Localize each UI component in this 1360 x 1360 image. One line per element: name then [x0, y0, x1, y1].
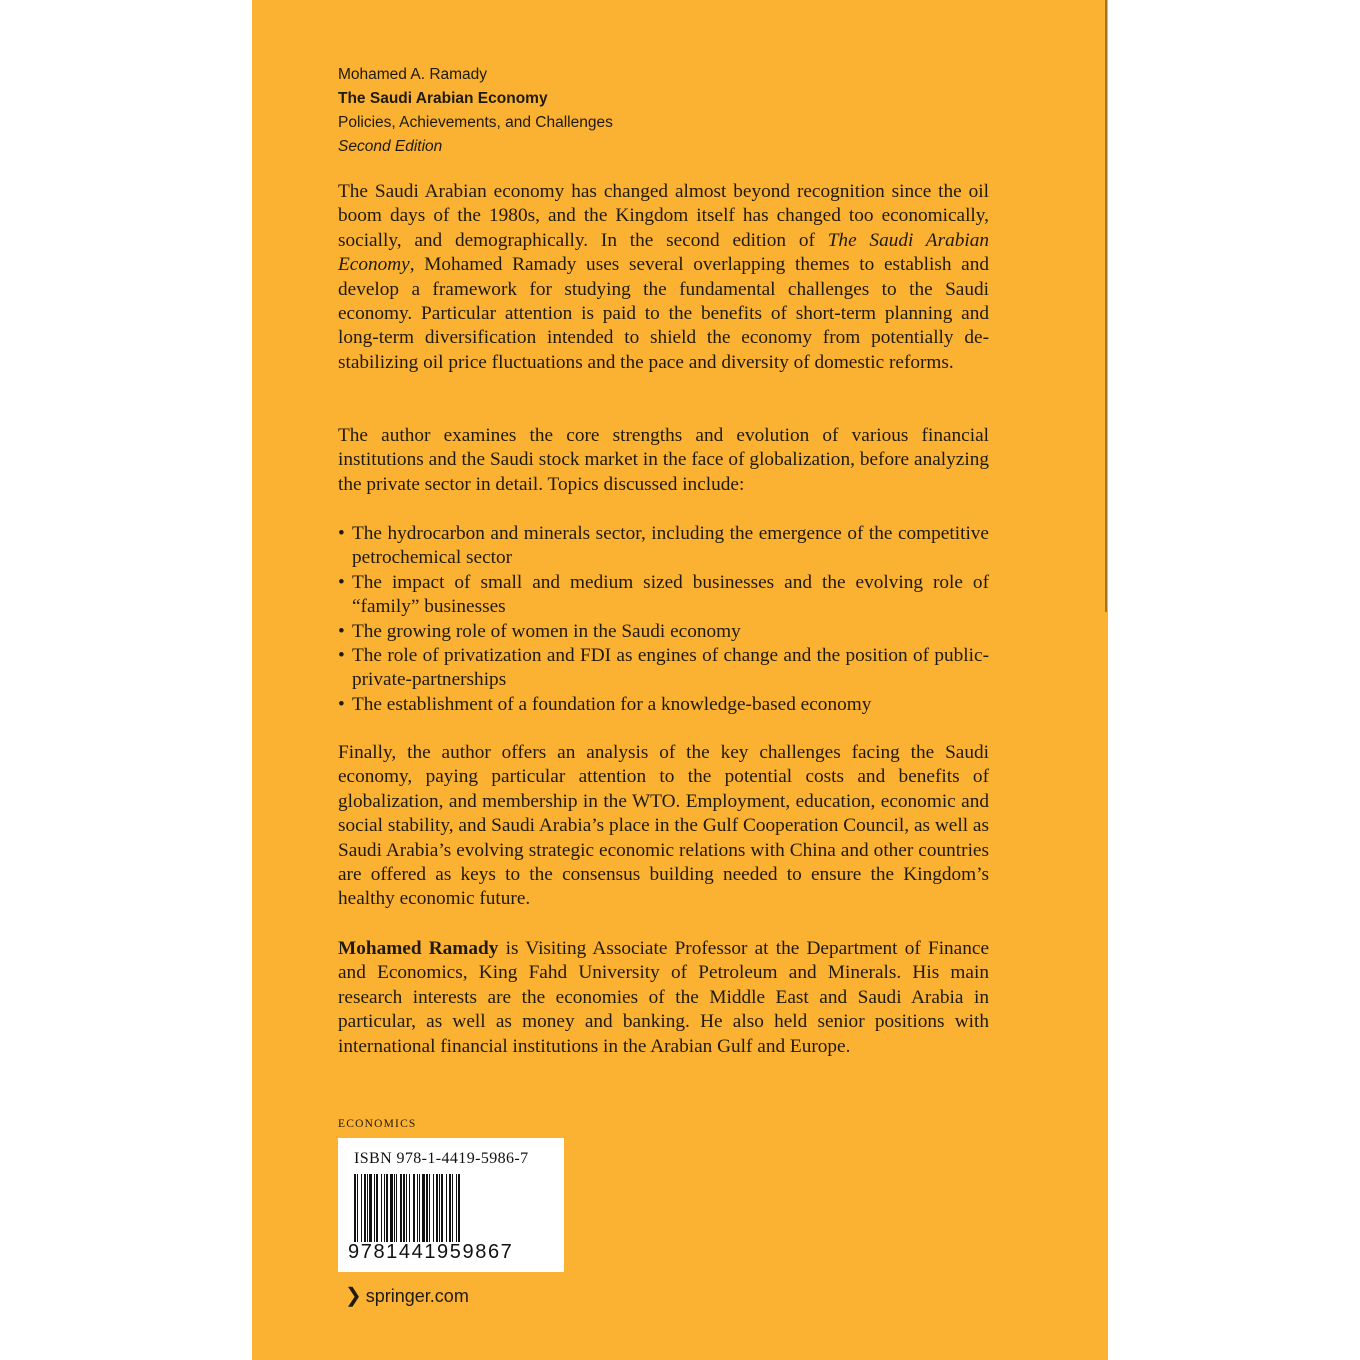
bullet-icon: • — [338, 620, 345, 642]
list-item — [338, 693, 989, 717]
list-item-text: The role of privatization and FDI as engines of change and the position of public-private-partnerships — [352, 645, 989, 691]
para1-text-end: , Mohamed Ramady uses several overlapping themes to establish and develop a framework for studying the fundamental challenges to the Saudi economy. Particular attention is paid to the benefits of short-term planning and long-term diversification intended to shield the economy from potentially de-stabilizing oil price fluctuations and the pace and diversity of domestic reforms. — [338, 254, 989, 373]
list-item — [338, 571, 989, 620]
barcode-number: 9781441959867 — [348, 1241, 514, 1263]
book-edition: Second Edition — [338, 138, 443, 155]
bullet-icon: • — [338, 645, 345, 667]
bullet-icon: • — [338, 523, 345, 544]
author-name: Mohamed A. Ramady — [338, 66, 488, 83]
topics-list — [338, 522, 989, 717]
bio-text: is Visiting Associate Professor at the Department of Finance and Economics, King Fahd University of Petroleum and Minerals. His main research interests are the economies of the Middle East and Saudi Arabia in particular, as well as money and banking. He also held senior positions with international financial institutions in the Arabian Gulf and Europe. — [338, 938, 990, 1057]
publisher-link[interactable] — [345, 1283, 469, 1308]
bio-author-name: Mohamed Ramady — [338, 938, 499, 959]
bullet-icon: • — [338, 693, 345, 715]
isbn-label: ISBN 978-1-4419-5986-7 — [354, 1150, 529, 1167]
barcode-panel — [338, 1138, 564, 1272]
description-paragraph-1 — [338, 180, 989, 375]
list-item-text: The establishment of a foundation for a knowledge-based economy — [352, 693, 872, 715]
chevron-right-icon: ❯ — [345, 1285, 362, 1307]
list-item-text: The hydrocarbon and minerals sector, including the emergence of the competitive petrochemical sector — [352, 523, 989, 569]
para1-book-title-italic: The Saudi Arabian Economy — [338, 229, 989, 276]
book-header — [338, 63, 613, 159]
barcode-icon — [354, 1174, 550, 1242]
description-paragraph-3 — [338, 741, 989, 912]
para3-text: Finally, the author offers an analysis of the key challenges facing the Saudi economy, paying particular attention to the potential costs and benefits of globalization, and membership in the WTO. Employment, education, economic and social stability, and Saudi Arabia’s place in the Gulf Cooperation Council, as well as Saudi Arabia’s evolving strategic economic relations with China and other countries are offered as keys to the consensus building needed to ensure the Kingdom’s healthy economic future. — [338, 742, 989, 910]
list-item — [338, 620, 989, 644]
list-item — [338, 522, 989, 571]
subject-category: ECONOMICS — [338, 1118, 417, 1130]
spine-edge-line — [1105, 0, 1107, 612]
description-paragraph-2 — [338, 424, 989, 497]
book-title: The Saudi Arabian Economy — [338, 90, 548, 107]
publisher-url: springer.com — [365, 1286, 469, 1306]
list-item-text: The impact of small and medium sized businesses and the evolving role of “family” businesses — [352, 571, 989, 618]
list-item-text: The growing role of women in the Saudi economy — [352, 620, 741, 642]
bullet-icon: • — [338, 571, 345, 593]
para1-text-start: The Saudi Arabian economy has changed almost beyond recognition since the oil boom days of the 1980s, and the Kingdom itself has changed too economically, socially, and demographically. In the second edition of — [338, 181, 989, 251]
para2-text: The author examines the core strengths and evolution of various financial institutions and the Saudi stock market in the face of globalization, before analyzing the private sector in detail. Topics discussed include: — [338, 425, 989, 495]
list-item — [338, 644, 989, 693]
book-subtitle: Policies, Achievements, and Challenges — [338, 114, 613, 131]
author-bio — [338, 937, 989, 1059]
